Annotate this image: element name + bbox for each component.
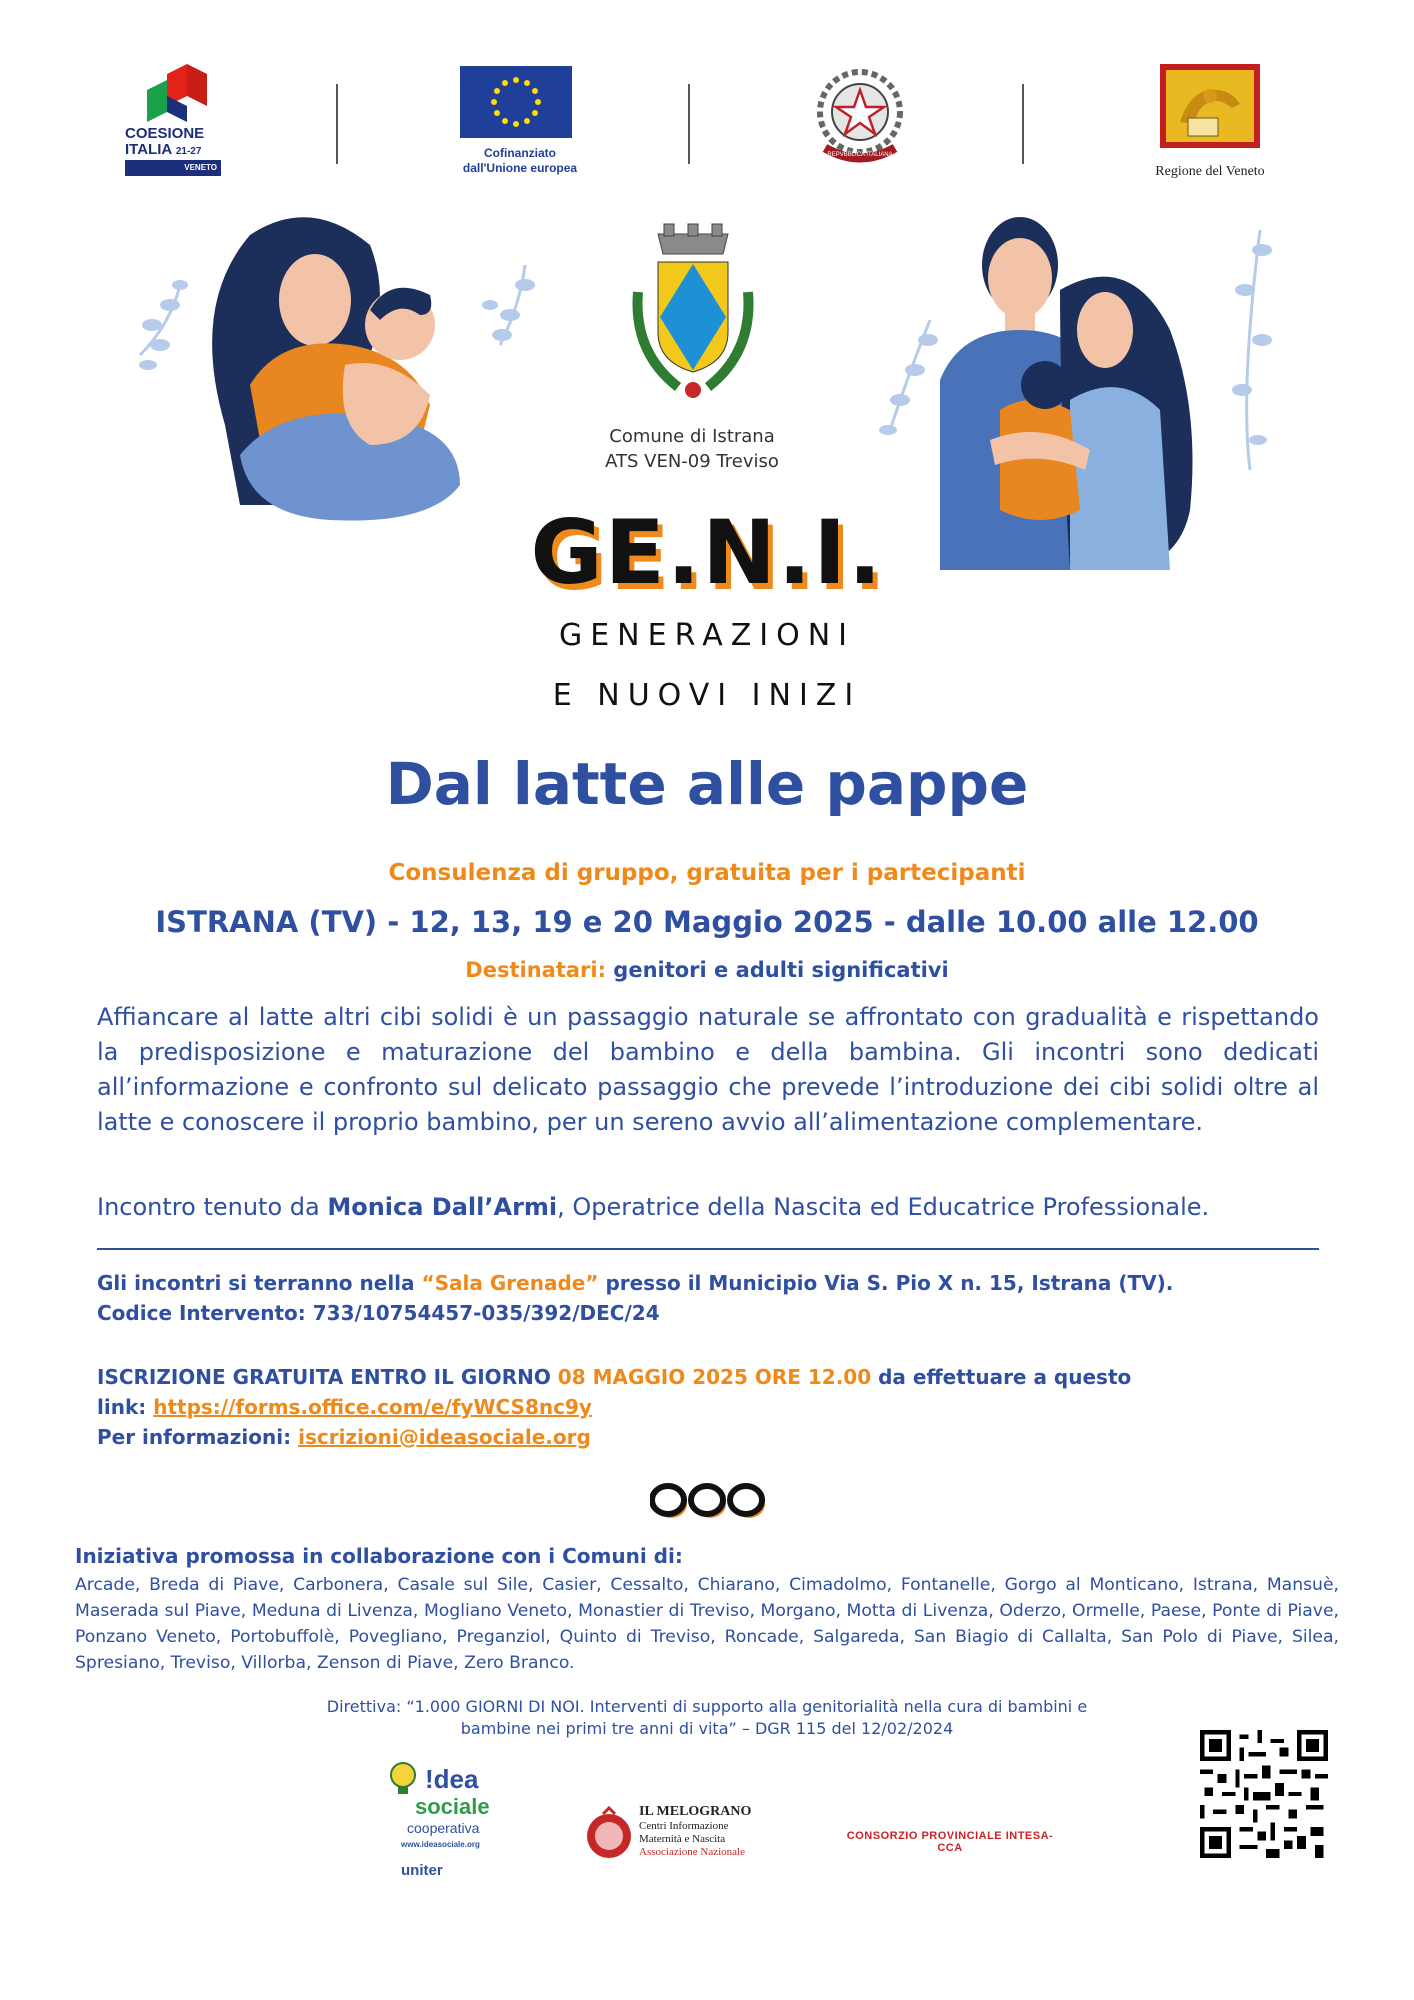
info-label: Per informazioni:: [97, 1425, 292, 1449]
comune-istrana-crest: [618, 222, 768, 412]
speaker-suffix: , Operatrice della Nascita ed Educatrice Professionale.: [557, 1193, 1210, 1221]
registration-suffix: da effettuare a questo: [878, 1365, 1132, 1389]
target-value: genitori e adulti significativi: [613, 958, 949, 982]
dot-icon: [691, 1486, 726, 1518]
eu-flag-icon: [460, 66, 572, 138]
directive-line-2: bambine nei primi tre anni di vita” – DGR 115 del 12/02/2024: [460, 1719, 954, 1738]
registration-link-label: link:: [97, 1395, 147, 1419]
melograno-line3: Associazione Nazionale: [639, 1846, 745, 1858]
crest-icon: [618, 222, 768, 412]
speaker-prefix: Incontro tenuto da: [97, 1193, 320, 1221]
coesione-region: VENETO: [125, 160, 221, 176]
lightbulb-icon: [385, 1760, 421, 1796]
melograno-line2: Maternità e Nascita: [639, 1833, 726, 1845]
idea-sociale-logo: [355, 1760, 555, 1890]
comune-name: Comune di Istrana: [609, 426, 775, 447]
idea-site: www.ideasociale.org: [401, 1840, 480, 1849]
qr-code-icon[interactable]: [1200, 1730, 1328, 1858]
location-prefix: Gli incontri si terranno nella: [97, 1271, 415, 1295]
logo-divider: [336, 84, 338, 164]
project-subtitle-1: GENERAZIONI: [558, 618, 856, 653]
melograno-name: IL MELOGRANO: [639, 1804, 752, 1819]
divider: [97, 1248, 1319, 1250]
coesione-line2: ITALIA: [125, 141, 172, 158]
eu-caption-1: Cofinanziato: [484, 146, 556, 160]
logo-divider: [688, 84, 690, 164]
project-logo: [0, 501, 1414, 717]
project-title: GE.N.I.: [530, 501, 884, 604]
idea-line3: cooperativa: [407, 1820, 480, 1836]
lion-of-venice-icon: [1140, 62, 1280, 150]
comune-ats: ATS VEN-09 Treviso: [605, 451, 779, 472]
melograno-logo: [585, 1800, 815, 1870]
location-info: [97, 1268, 1319, 1328]
dates-line: ISTRANA (TV) - 12, 13, 19 e 20 Maggio 2025 - dalle 10.00 alle 12.00: [155, 905, 1259, 939]
dot-icon: [652, 1486, 687, 1518]
veneto-caption: Regione del Veneto: [1155, 164, 1265, 179]
coesione-italia-logo: [125, 62, 245, 182]
subtitle: Consulenza di gruppo, gratuita per i partecipanti: [388, 860, 1026, 886]
coesione-line1: COESIONE: [125, 125, 205, 142]
coesione-years: 21-27: [175, 146, 202, 157]
location-venue: “Sala Grenade”: [421, 1271, 599, 1295]
idea-line2: sociale: [415, 1794, 490, 1819]
dot-icon: [730, 1486, 765, 1518]
registration-prefix: ISCRIZIONE GRATUITA ENTRO IL GIORNO: [97, 1365, 551, 1389]
veneto-logo: [1140, 62, 1280, 180]
pomegranate-icon: [585, 1806, 633, 1862]
location-address: presso il Municipio Via S. Pio X n. 15, Istrana (TV).: [605, 1271, 1174, 1295]
registration-deadline: 08 MAGGIO 2025 ORE 12.00: [557, 1365, 872, 1389]
republic-ring-text: REPVBBLICA ITALIANA: [827, 152, 893, 158]
description-paragraph: Affiancare al latte altri cibi solidi è un passaggio naturale se affrontato con gradualità e rispettando la predisposizione e maturazione del bambino e della bambina. Gli incontri sono dedicati all’informazione e confronto sul delicato passaggio che prevede l’introduzione dei cibi solidi oltre al latte e conoscere il proprio bambino, per un sereno avvio all’alimentazione complementare.: [97, 1003, 1319, 1136]
mother-baby-illustration: [130, 205, 550, 535]
idea-line1: !dea: [425, 1764, 479, 1794]
headline: Dal latte alle pappe: [385, 750, 1029, 818]
melograno-line1: Centri Informazione: [639, 1820, 729, 1832]
project-subtitle-2: E NUOVI INIZI: [552, 678, 862, 713]
comune-caption: [570, 424, 814, 474]
eu-caption-2: dall'Unione europea: [462, 161, 578, 175]
logo-divider: [1022, 84, 1024, 164]
target-label: Destinatari:: [465, 958, 606, 982]
partners-title: Iniziativa promossa in collaborazione con i Comuni di:: [75, 1544, 683, 1568]
target-audience: [0, 958, 1414, 982]
intervention-code: Codice Intervento: 733/10754457-035/392/DEC/24: [97, 1301, 660, 1325]
decorative-dots: [650, 1482, 766, 1522]
info-email-link[interactable]: iscrizioni@ideasociale.org: [298, 1425, 591, 1449]
directive-note: [250, 1696, 1164, 1740]
uniter-logo: uniter: [401, 1862, 443, 1879]
republic-emblem: [805, 60, 915, 170]
partners-list: Arcade, Breda di Piave, Carbonera, Casale sul Sile, Casier, Cessalto, Chiarano, Cimadolmo, Fontanelle, Gorgo al Monticano, Istrana, Mansuè, Maserada sul Piave, Meduna di Livenza, Mogliano Veneto, Monastier di Treviso, Morgano, Motta di Livenza, Oderzo, Ormelle, Paese, Ponte di Piave, Ponzano Veneto, Portobuffolè, Povegliano, Preganziol, Quinto di Treviso, Roncade, Salgareda, San Biagio di Callalta, San Polo di Piave, Silea, Spresiano, Treviso, Villorba, Zenson di Piave, Zero Branco.: [75, 1575, 1339, 1673]
speaker-name: Monica Dall’Armi: [327, 1193, 558, 1221]
intesa-logo: CONSORZIO PROVINCIALE INTESA-CCA: [846, 1830, 1054, 1854]
speaker-line: [97, 1190, 1319, 1225]
registration-info: [97, 1362, 1319, 1452]
directive-line-1: Direttiva: “1.000 GIORNI DI NOI. Interventi di supporto alla genitorialità nella cura di bambini e: [326, 1697, 1088, 1716]
registration-link[interactable]: https://forms.office.com/e/fyWCS8nc9y: [153, 1395, 592, 1419]
eu-logo: [460, 66, 580, 176]
